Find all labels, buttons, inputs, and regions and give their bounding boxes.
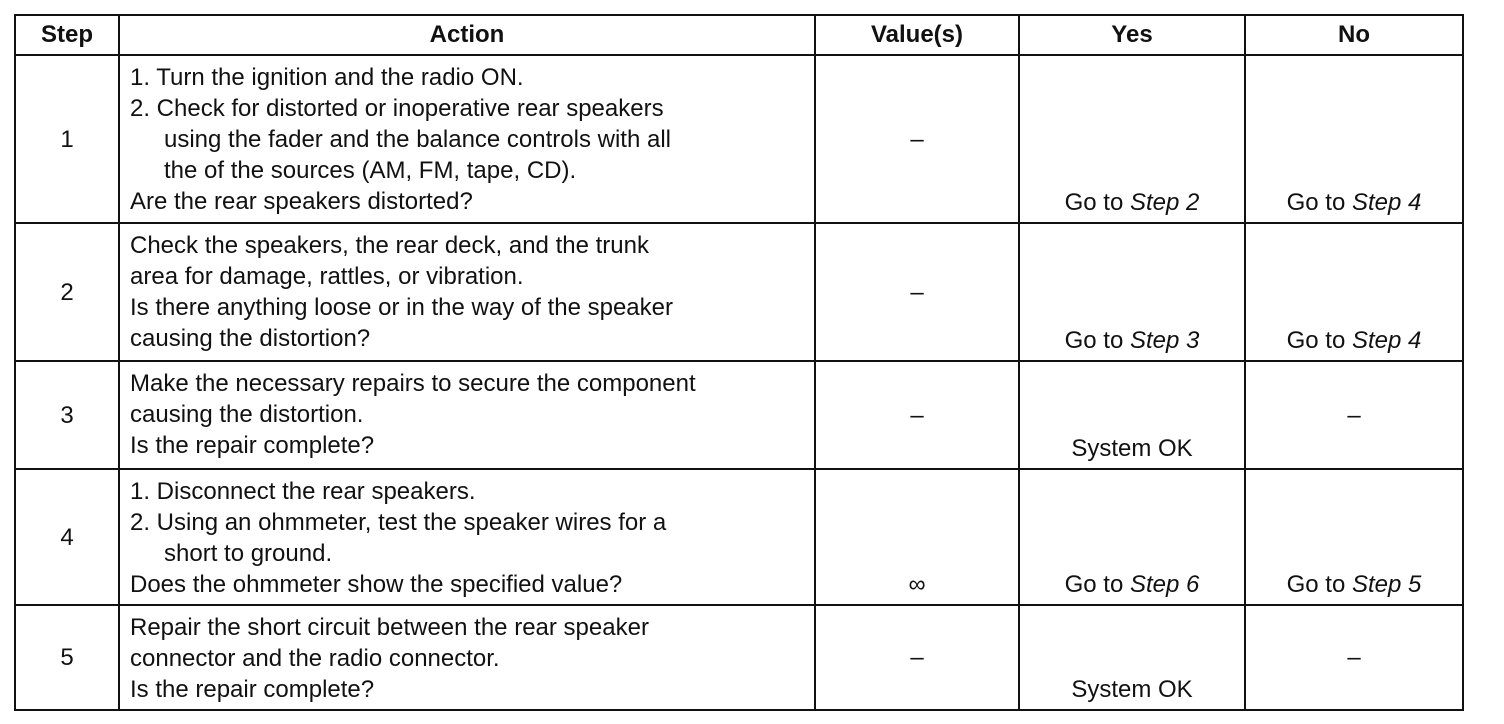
action-cell: Repair the short circuit between the rear speaker connector and the radio connector. Is the repair complete? <box>119 605 815 710</box>
step-number: 2 <box>15 223 119 361</box>
header-action: Action <box>119 15 815 55</box>
action-cell <box>119 55 815 223</box>
header-row <box>15 15 1463 55</box>
action-question: Are the rear speakers distorted? <box>130 188 473 215</box>
table-row <box>15 469 1463 605</box>
table-row <box>15 605 1463 710</box>
yes-cell: System OK <box>1019 605 1245 710</box>
action-item: 1. Disconnect the rear speakers. <box>130 478 476 505</box>
value-cell: – <box>815 361 1019 469</box>
table-row <box>15 361 1463 469</box>
table-row <box>15 223 1463 361</box>
no-cell: – <box>1245 361 1463 469</box>
header-no: No <box>1245 15 1463 55</box>
header-values: Value(s) <box>815 15 1019 55</box>
value-cell: – <box>815 605 1019 710</box>
header-step: Step <box>15 15 119 55</box>
step-number: 1 <box>15 55 119 223</box>
step-number: 4 <box>15 469 119 605</box>
action-item: 1. Turn the ignition and the radio ON. <box>130 64 524 91</box>
action-cell <box>119 469 815 605</box>
no-cell: – <box>1245 605 1463 710</box>
yes-cell: Go to Step 6 <box>1019 469 1245 605</box>
no-cell: Go to Step 5 <box>1245 469 1463 605</box>
value-cell: – <box>815 223 1019 361</box>
yes-cell: System OK <box>1019 361 1245 469</box>
step-number: 3 <box>15 361 119 469</box>
diagnostic-table <box>14 14 1464 711</box>
action-cell: Check the speakers, the rear deck, and the trunk area for damage, rattles, or vibration. Is there anything loose or in the way of the speaker causing the distortion? <box>119 223 815 361</box>
no-cell: Go to Step 4 <box>1245 223 1463 361</box>
value-cell: ∞ <box>815 469 1019 605</box>
action-item: 2. Using an ohmmeter, test the speaker wires for a short to ground. <box>130 509 667 567</box>
action-item: 2. Check for distorted or inoperative rear speakers using the fader and the balance controls with all the of the sources (AM, FM, tape, CD). <box>130 95 671 184</box>
diagnostic-table-page <box>14 14 1462 708</box>
yes-cell: Go to Step 3 <box>1019 223 1245 361</box>
action-cell: Make the necessary repairs to secure the component causing the distortion. Is the repair complete? <box>119 361 815 469</box>
header-yes: Yes <box>1019 15 1245 55</box>
action-question: Does the ohmmeter show the specified value? <box>130 571 623 598</box>
step-number: 5 <box>15 605 119 710</box>
no-cell: Go to Step 4 <box>1245 55 1463 223</box>
table-row <box>15 55 1463 223</box>
value-cell: – <box>815 55 1019 223</box>
yes-cell: Go to Step 2 <box>1019 55 1245 223</box>
